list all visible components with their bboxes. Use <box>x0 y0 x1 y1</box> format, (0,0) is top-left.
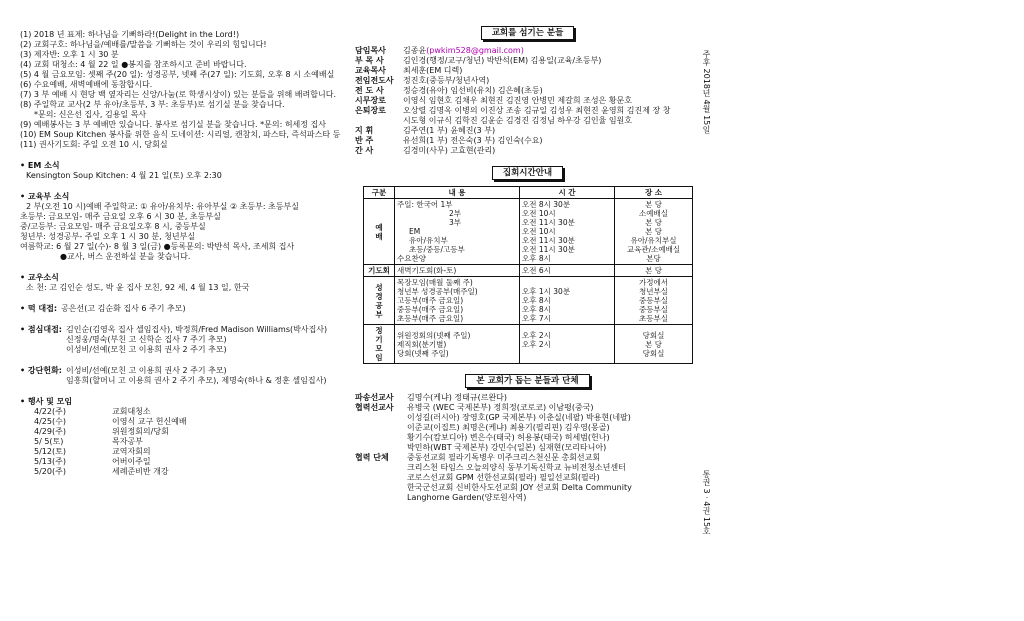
education-line: 여름학교: 6 월 27 일(수)- 8 월 3 일(금) ●등록문의: 박반석 목사, 조세희 집사 <box>20 242 295 251</box>
schedule-place: 중등부실 <box>639 296 668 305</box>
member-news-title: • 교우소식 <box>20 273 59 282</box>
announcement-item: (2) 교회구호: 하나님을/예배를/말씀을 기뻐하는 것이 우리의 힘입니다! <box>20 40 267 49</box>
schedule-place: 당회실 <box>642 348 665 358</box>
mission-title: 본 교회가 돕는 분들과 단체 <box>465 374 589 388</box>
category-char: 성 <box>375 282 383 292</box>
altar-title: • 강단헌화: <box>20 366 63 375</box>
schedule-place: 중등부실 <box>639 305 668 314</box>
staff-role: 전 도 사 <box>355 86 384 95</box>
staff-role: 교육목사 <box>355 66 386 75</box>
mission-continuation: 한국군선교회 신비한사도선교회 JOY 선교회 Delta Community <box>407 483 632 492</box>
schedule-body <box>364 199 693 364</box>
category-char: 기도회 <box>368 266 390 275</box>
event-date: 4/22(주) <box>34 407 66 416</box>
education-line: 2 부(오전 10 시)예배 주일학교: ① 유아/유치부: 유아부실 ② 초등부: 초등부실 <box>26 202 299 211</box>
event-row <box>20 427 355 437</box>
staff-names <box>403 56 601 66</box>
schedule-time <box>522 349 612 358</box>
schedule-time-cell <box>520 277 615 325</box>
lunch-title: • 점심대접: <box>20 325 63 334</box>
schedule-header: 시 간 <box>520 187 615 199</box>
events-list <box>20 407 355 477</box>
category-char: 정 <box>375 326 383 335</box>
schedule-place: 초등부실 <box>639 314 668 323</box>
schedule-place-cell <box>615 325 693 364</box>
staff-names <box>403 86 543 96</box>
event-text: 교회대청소 <box>112 407 151 416</box>
mission-continuation: 이성길(러시아) 장영호(GP 국제본부) 이춘실(네팔) 박용현(네팔) <box>407 413 631 422</box>
event-row <box>20 407 355 417</box>
staff-role: 시무장로 <box>355 96 386 105</box>
schedule-name-cell <box>395 325 520 364</box>
schedule-time <box>522 278 612 287</box>
announcement-item: (8) 주일학교 교사(2 부 유아/초등부, 3 부: 초등부)로 섬기실 분을 찾습니다. <box>20 100 285 109</box>
schedule-row <box>364 265 693 277</box>
schedule-name: 초등/중등/고등부 <box>409 245 465 254</box>
schedule-time: 오전 10시 <box>522 209 556 218</box>
event-date: 5/13(주) <box>34 457 66 466</box>
staff-row <box>355 146 700 156</box>
em-news-title: • EM 소식 <box>20 161 60 170</box>
schedule-header: 구분 <box>364 187 395 199</box>
event-row <box>20 457 355 467</box>
staff-value: 김인경(행정/교구/청년) 박반석(EM) 김용일(교육/초등부) <box>403 56 602 65</box>
schedule-place: 본 당 <box>645 266 662 275</box>
staff-value: 최세훈(EM 디렉) <box>403 66 463 75</box>
event-text: 이영식 교구 헌신예배 <box>112 417 187 426</box>
schedule-name: 고등부(매주 금요일) <box>397 296 464 305</box>
lunch-line: 김인순(김영옥 집사 셀임집사), 박정희/Fred Madison Williams(박사집사) <box>66 325 328 334</box>
schedule-time: 오후 2시 <box>522 330 551 340</box>
mission-list <box>355 393 700 503</box>
schedule-place: 교육관/소예배실 <box>626 245 681 254</box>
staff-value: 정진호(중등부/청년사역) <box>403 76 490 85</box>
altar-section <box>20 366 355 386</box>
category-char: 경 <box>375 291 383 301</box>
schedule-name: 당회(넷째 주일) <box>397 348 449 358</box>
staff-row <box>355 56 700 66</box>
schedule-time: 오전 6시 <box>522 266 551 275</box>
schedule-name: 새벽기도회(화-토) <box>397 266 457 275</box>
staff-row <box>355 126 700 136</box>
mission-continuation: 크리스천 타임스 오늘의양식 동부기독신학교 뉴비전청소년센터 <box>407 463 626 472</box>
schedule-time: 오후 2시 <box>522 339 551 349</box>
schedule-place-cell <box>615 265 693 277</box>
lunch-lines <box>62 325 327 355</box>
announcement-item: (3) 제자반: 오후 1 시 30 분 <box>20 50 119 59</box>
altar-line: 이성비/선예(모친 고 이용희 권사 2 주기 추모) <box>66 366 227 375</box>
mission-continuation: 이준교(이집트) 최명은(케냐) 최용기(필리핀) 김우영(몽골) <box>407 423 610 432</box>
mission-role: 협력선교사 <box>355 403 394 412</box>
announcement-item: (6) 수요예배, 새벽예배에 동참합시다. <box>20 80 153 89</box>
staff-value: 유선희(1 부) 전은숙(3 부) 김인숙(수요) <box>403 136 543 145</box>
schedule-place: 청년부실 <box>639 287 668 296</box>
staff-role: 반 주 <box>355 136 374 145</box>
event-text: 목자공부 <box>112 437 143 446</box>
schedule-place: 본 당 <box>645 227 662 236</box>
schedule-category <box>364 277 395 325</box>
staff-role: 지 휘 <box>355 126 374 135</box>
event-text: 어버이주일 <box>112 457 151 466</box>
education-line: ●교사, 버스 운전하실 분을 찾습니다. <box>60 252 191 261</box>
schedule-name: 중등부(매주 금요일) <box>397 305 464 314</box>
schedule-place: 본 당 <box>645 200 662 209</box>
member-news-line: 소 천: 고 김인순 성도, 박 윤 집사 모친, 92 세, 4 월 13 일, 한국 <box>26 283 250 292</box>
schedule-name: 수요찬양 <box>397 254 426 263</box>
event-text: 위원정회의/당회 <box>112 427 169 436</box>
lunch-section <box>20 325 355 355</box>
mission-continuation: 박민하(WBT 국제본부) 강민수(일본) 심재현(모리타니아) <box>407 443 607 452</box>
event-row <box>20 467 355 477</box>
schedule-title: 집회시간안내 <box>492 166 563 180</box>
mission-role: 파송선교사 <box>355 393 394 402</box>
mission-continuation: 황기수(캄보디아) 변은수(태국) 허용봉(태국) 허세범(헌나) <box>407 433 610 442</box>
category-char: 모 <box>375 344 383 353</box>
schedule-table <box>363 186 693 364</box>
schedule-name: 제직회(분기별) <box>397 339 447 349</box>
schedule-place: 가정에서 <box>639 278 668 287</box>
schedule-name: 유아/유치부 <box>409 236 448 245</box>
events-title: • 행사 및 모임 <box>20 397 73 406</box>
announcement-item: (7) 3 부 예배 시 현당 백 옆자리는 신앙/나눔(로 학생시상이) 있는 분들을 위해 배려합니다. <box>20 90 336 99</box>
mission-continuation: 코로스선교회 GPM 선한선교회(필라) 필일선교회(필라) <box>407 473 600 482</box>
event-date: 5/20(주) <box>34 467 66 476</box>
schedule-header: 장 소 <box>615 187 693 199</box>
altar-line: 임흥희(할머니 고 이용희 권사 2 주기 추모), 제명숙(하나 & 정훈 셀임집사) <box>66 376 327 385</box>
mission-value: 유병국 (WEC 국제본부) 정희정(코로코) 이남평(중국) <box>407 403 594 412</box>
schedule-category <box>364 265 395 277</box>
staff-role: 간 사 <box>355 146 374 155</box>
altar-lines <box>62 366 326 386</box>
mission-value: 중동선교회 필라기독병우 미주크리스천신문 총회선교회 <box>407 453 601 462</box>
announcement-item: (1) 2018 년 표제: 하나님을 기뻐하라!(Delight in the Lord!) <box>20 30 240 39</box>
education-line: 초등부: 금요모임- 매주 금요일 오후 6 시 30 분, 초등부실 <box>20 212 221 221</box>
announcement-item: (10) EM Soup Kitchen 봉사를 위한 음식 도네이션: 시리얼, 캔참치, 파스타, 즉석파스타 등 <box>20 130 341 139</box>
staff-role: 전임전도사 <box>355 76 394 85</box>
staff-names <box>403 46 524 56</box>
event-text: 세례준비반 개강 <box>112 467 169 476</box>
schedule-category <box>364 199 395 265</box>
schedule-place-cell <box>615 277 693 325</box>
schedule-time: 오전 10시 <box>522 227 556 236</box>
schedule-time: 오후 1시 30분 <box>522 287 571 296</box>
announcement-list <box>20 30 355 150</box>
schedule-time: 오후 8시 <box>522 305 551 314</box>
schedule-time: 오전 11시 30분 <box>522 245 575 254</box>
staff-names <box>403 66 462 76</box>
staff-title: 교회를 섬기는 분들 <box>481 26 575 40</box>
category-char: 부 <box>375 309 383 319</box>
staff-column <box>355 26 700 503</box>
staff-names <box>403 106 671 116</box>
schedule-place: 본당 <box>646 254 661 263</box>
staff-names <box>403 136 543 146</box>
education-line: 청년부: 성경공부- 주일 오후 1 시 30 분, 청년부실 <box>20 232 196 241</box>
staff-role: 담임목사 <box>355 46 386 55</box>
rice-cake-text: 공은선(고 김순화 집사 6 주기 추모) <box>61 304 186 313</box>
schedule-name: 2부 <box>449 209 462 218</box>
staff-row <box>355 96 700 106</box>
schedule-place: 본 당 <box>645 218 662 227</box>
announcement-item: (4) 교회 대청소: 4 월 22 일 ●봉지를 참조하시고 준비 바랍니다. <box>20 60 247 69</box>
staff-value: 김주연(1 부) 윤혜진(3 부) <box>403 126 496 135</box>
mission-row <box>355 393 700 403</box>
schedule-time-cell <box>520 265 615 277</box>
event-row <box>20 437 355 447</box>
rice-cake-title: • 떡 대접: <box>20 304 58 313</box>
schedule-row <box>364 277 693 325</box>
mission-row <box>355 403 700 413</box>
schedule-name-cell <box>395 199 520 265</box>
lunch-line: 신정웅/명숙(부친 고 신학순 집사 7 주기 추모) <box>66 335 227 344</box>
rice-cake-row <box>20 304 355 314</box>
staff-role: 은퇴장로 <box>355 106 386 115</box>
schedule-place-cell <box>615 199 693 265</box>
schedule-place: 당회실 <box>642 330 665 340</box>
mission-value: 김명수(케냐) 정태규(르완다) <box>407 393 508 402</box>
staff-row <box>355 76 700 86</box>
schedule-name: 3부 <box>449 218 462 227</box>
event-date: 4/25(수) <box>34 417 66 426</box>
schedule-name: 청년부 성경공부(매주일) <box>397 287 478 296</box>
event-date: 5/ 5(토) <box>34 437 64 446</box>
category-char: 임 <box>375 353 383 362</box>
staff-row <box>355 106 700 116</box>
event-row <box>20 447 355 457</box>
schedule-header-row <box>364 187 693 199</box>
schedule-time-cell <box>520 199 615 265</box>
staff-names <box>403 76 489 86</box>
schedule-place: 유아/유치부실 <box>630 236 677 245</box>
staff-value: 이영식 임현호 김채우 최현진 김진영 안병민 제갈희 조성은 황문호 <box>403 96 632 105</box>
em-news-line: Kensington Soup Kitchen: 4 월 21 일(토) 오후 2:30 <box>26 171 222 180</box>
staff-row <box>355 136 700 146</box>
schedule-time: 오전 11시 30분 <box>522 236 575 245</box>
staff-role: 부 목 사 <box>355 56 384 65</box>
category-char: 배 <box>375 231 383 241</box>
schedule-name: 주일: 한국어 1부 <box>397 200 453 209</box>
schedule-name-cell <box>395 277 520 325</box>
event-text: 교역자회의 <box>112 447 151 456</box>
schedule-time: 오후 7시 <box>522 314 551 323</box>
bulletin-issue: 통권 3 · 4권 15호 <box>702 470 711 536</box>
staff-names <box>403 126 495 136</box>
staff-value: 김경미(사무) 고효현(관리) <box>403 146 496 155</box>
category-char: 공 <box>375 300 383 310</box>
education-line: 중/고등부: 금요모임- 매주 금요일오후 8 시, 중등부실 <box>20 222 206 231</box>
staff-row <box>355 46 700 56</box>
event-row <box>20 417 355 427</box>
event-date: 5/12(토) <box>34 447 66 456</box>
schedule-time-cell <box>520 325 615 364</box>
schedule-row <box>364 199 693 265</box>
staff-continuation: 시도형 이규식 김학진 김윤순 김경진 김정님 하우강 김인율 임원호 <box>403 116 632 125</box>
schedule-time: 오전 11시 30분 <box>522 218 575 227</box>
staff-list <box>355 46 700 156</box>
schedule-name: 목장모임(매월 둘째 주) <box>397 278 473 287</box>
schedule-time: 오전 8시 30분 <box>522 200 571 209</box>
education-news-title: • 교육부 소식 <box>20 192 70 201</box>
staff-names <box>403 146 495 156</box>
staff-value: 오상렬 김명옥 이병의 이진상 조송 김규일 김성우 최현진 윤영희 김진제 장 창 <box>403 106 671 115</box>
announcements-column <box>20 30 355 477</box>
schedule-name: 초등부(매주 금요일) <box>397 314 464 323</box>
schedule-time: 오후 8시 <box>522 254 551 263</box>
bulletin-date: 주후 2018년 4월 15일 <box>702 50 711 134</box>
lunch-line: 이성비/선예(모친 고 이용희 권사 2 주기 추모) <box>66 345 227 354</box>
schedule-header: 내 용 <box>395 187 520 199</box>
staff-value: 정승경(유아) 임선비(유치) 김은혜(초등) <box>403 86 543 95</box>
schedule-name: EM <box>409 227 421 236</box>
mission-continuation: Langhorne Garden(양로원사역) <box>407 493 527 502</box>
schedule-place: 소예배실 <box>639 209 668 218</box>
announcement-item: (5) 4 월 금요모임: 셋째 주(20 일): 성경공부, 넷째 주(27 일): 기도회, 오후 8 시 소예배실 <box>20 70 335 79</box>
staff-value: 김종윤 <box>403 46 427 55</box>
schedule-name-cell <box>395 265 520 277</box>
staff-email: (pwkim528@gmail.com) <box>426 46 524 55</box>
category-char: 예 <box>375 222 383 232</box>
schedule-place: 본 당 <box>645 339 662 349</box>
schedule-row <box>364 325 693 364</box>
category-char: 기 <box>375 335 383 344</box>
mission-row <box>355 453 700 463</box>
staff-names <box>403 96 632 106</box>
announcement-item: (9) 예배봉사는 3 부 예배만 있습니다. 봉사로 섬기실 분을 찾습니다. *문의: 허세정 집사 <box>20 120 327 129</box>
mission-role: 협력 단체 <box>355 453 389 462</box>
announcement-item: *문의: 신은선 집사, 김용일 목사 <box>34 110 147 119</box>
schedule-name: 위원정회의(넷째 주일) <box>397 330 471 340</box>
schedule-category <box>364 325 395 364</box>
schedule-time: 오후 8시 <box>522 296 551 305</box>
staff-row <box>355 66 700 76</box>
staff-row <box>355 86 700 96</box>
event-date: 4/29(주) <box>34 427 66 436</box>
announcement-item: (11) 권사기도회: 주일 오전 10 시, 당회실 <box>20 140 168 149</box>
